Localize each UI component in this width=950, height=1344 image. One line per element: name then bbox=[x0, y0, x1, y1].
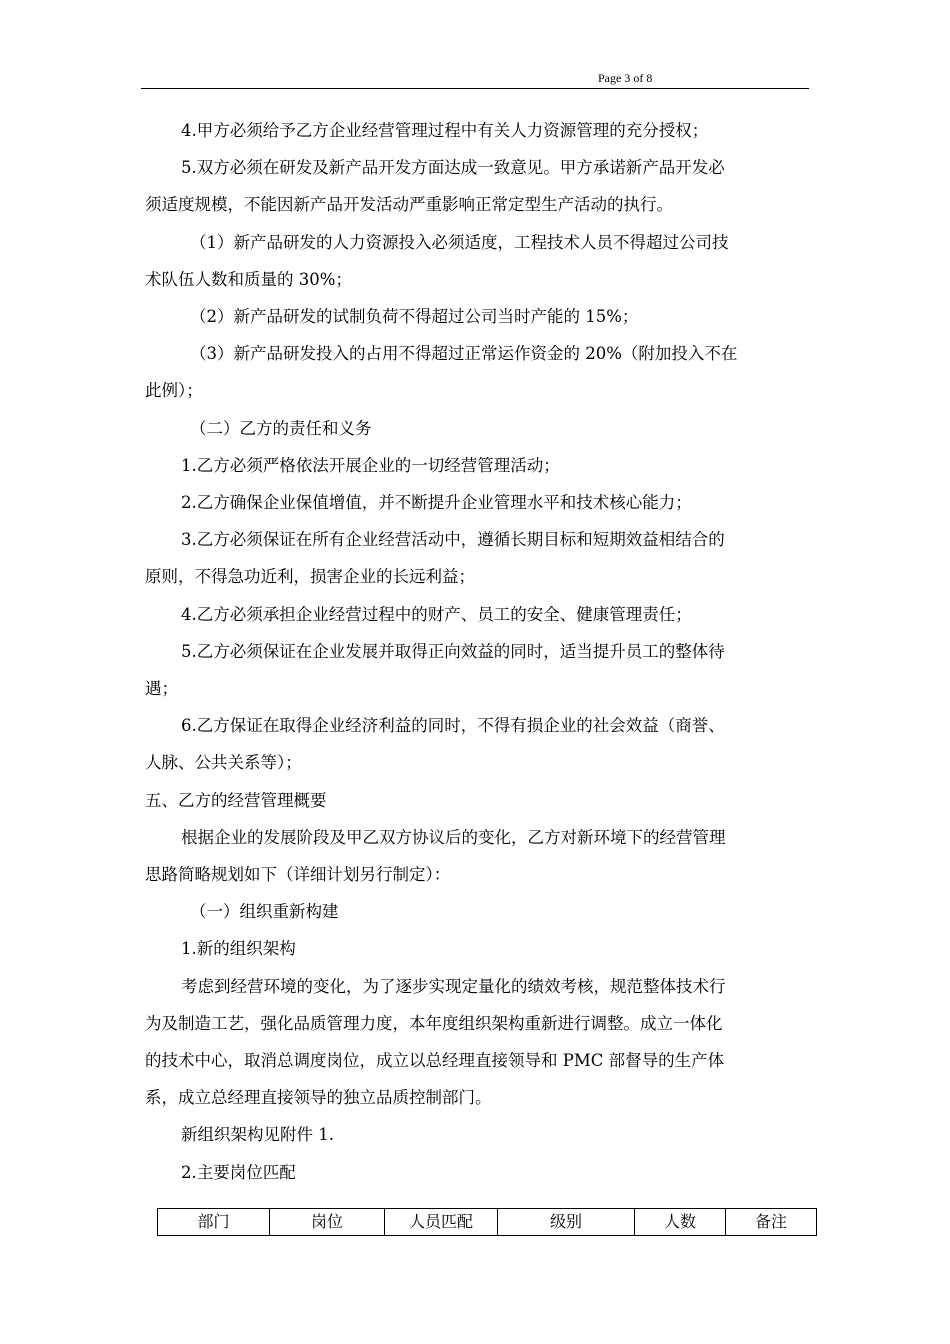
paragraph-line: 须适度规模，不能因新产品开发活动严重影响正常定型生产活动的执行。 bbox=[145, 195, 673, 215]
paragraph-line: 2.主要岗位匹配 bbox=[181, 1162, 296, 1182]
paragraph-line: （一）组织重新构建 bbox=[190, 902, 339, 922]
table-header-cell: 级别 bbox=[498, 1209, 635, 1236]
paragraph-line: 遇； bbox=[145, 679, 178, 699]
page-header bbox=[141, 70, 809, 89]
paragraph-line: 人脉、公共关系等）； bbox=[145, 753, 302, 773]
table-header-cell: 人数 bbox=[635, 1209, 726, 1236]
paragraph-line: 4.甲方必须给予乙方企业经营管理过程中有关人力资源管理的充分授权； bbox=[181, 121, 709, 140]
paragraph-line: 此例）； bbox=[145, 381, 203, 401]
paragraph-line: （2）新产品研发的试制负荷不得超过公司当时产能的 15%； bbox=[190, 307, 639, 327]
paragraph-line: 4.乙方必须承担企业经营过程中的财产、员工的安全、健康管理责任； bbox=[181, 604, 692, 624]
paragraph-line: 根据企业的发展阶段及甲乙双方协议后的变化，乙方对新环境下的经营管理 bbox=[181, 827, 726, 847]
paragraph-line: 1.新的组织架构 bbox=[181, 939, 296, 959]
document-body bbox=[145, 112, 809, 1191]
paragraph-line: （二）乙方的责任和义务 bbox=[190, 418, 372, 438]
paragraph-line: 6.乙方保证在取得企业经济利益的同时，不得有损企业的社会效益（商誉、 bbox=[181, 716, 725, 736]
position-matching-table bbox=[157, 1208, 817, 1236]
page-number: Page 3 of 8 bbox=[598, 71, 653, 85]
paragraph-line: 1.乙方必须严格依法开展企业的一切经营管理活动； bbox=[181, 455, 560, 475]
paragraph-line: 3.乙方必须保证在所有企业经营活动中，遵循长期目标和短期效益相结合的 bbox=[181, 530, 725, 550]
paragraph-line: 新组织架构见附件 1. bbox=[181, 1125, 334, 1145]
paragraph-line: 为及制造工艺，强化品质管理力度，本年度组织架构重新进行调整。成立一体化 bbox=[145, 1013, 723, 1033]
paragraph-line: 系，成立总经理直接领导的独立品质控制部门。 bbox=[145, 1088, 492, 1108]
paragraph-line: 思路简略规划如下（详细计划另行制定）： bbox=[145, 865, 451, 885]
paragraph-line: （1）新产品研发的人力资源投入必须适度，工程技术人员不得超过公司技 bbox=[190, 232, 729, 252]
table-header-cell: 岗位 bbox=[270, 1209, 385, 1236]
table-header-cell: 部门 bbox=[158, 1209, 270, 1236]
table-header-cell: 人员匹配 bbox=[385, 1209, 498, 1236]
paragraph-line: 原则，不得急功近利，损害企业的长远利益； bbox=[145, 567, 475, 587]
paragraph-line: 考虑到经营环境的变化，为了逐步实现定量化的绩效考核，规范整体技术行 bbox=[181, 976, 726, 996]
table-header-row bbox=[158, 1209, 817, 1236]
table-header-cell: 备注 bbox=[726, 1209, 817, 1236]
paragraph-line: 的技术中心，取消总调度岗位，成立以总经理直接领导和 PMC 部督导的生产体 bbox=[145, 1051, 725, 1071]
paragraph-line: 术队伍人数和质量的 30%； bbox=[145, 269, 352, 289]
paragraph-line: 5.乙方必须保证在企业发展并取得正向效益的同时，适当提升员工的整体待 bbox=[181, 641, 725, 661]
paragraph-line: 五、乙方的经营管理概要 bbox=[145, 790, 327, 810]
paragraph-line: 5.双方必须在研发及新产品开发方面达成一致意见。甲方承诺新产品开发必 bbox=[181, 158, 725, 178]
paragraph-line: （3）新产品研发投入的占用不得超过正常运作资金的 20%（附加投入不在 bbox=[190, 344, 738, 364]
paragraph-line: 2.乙方确保企业保值增值，并不断提升企业管理水平和技术核心能力； bbox=[181, 493, 692, 513]
